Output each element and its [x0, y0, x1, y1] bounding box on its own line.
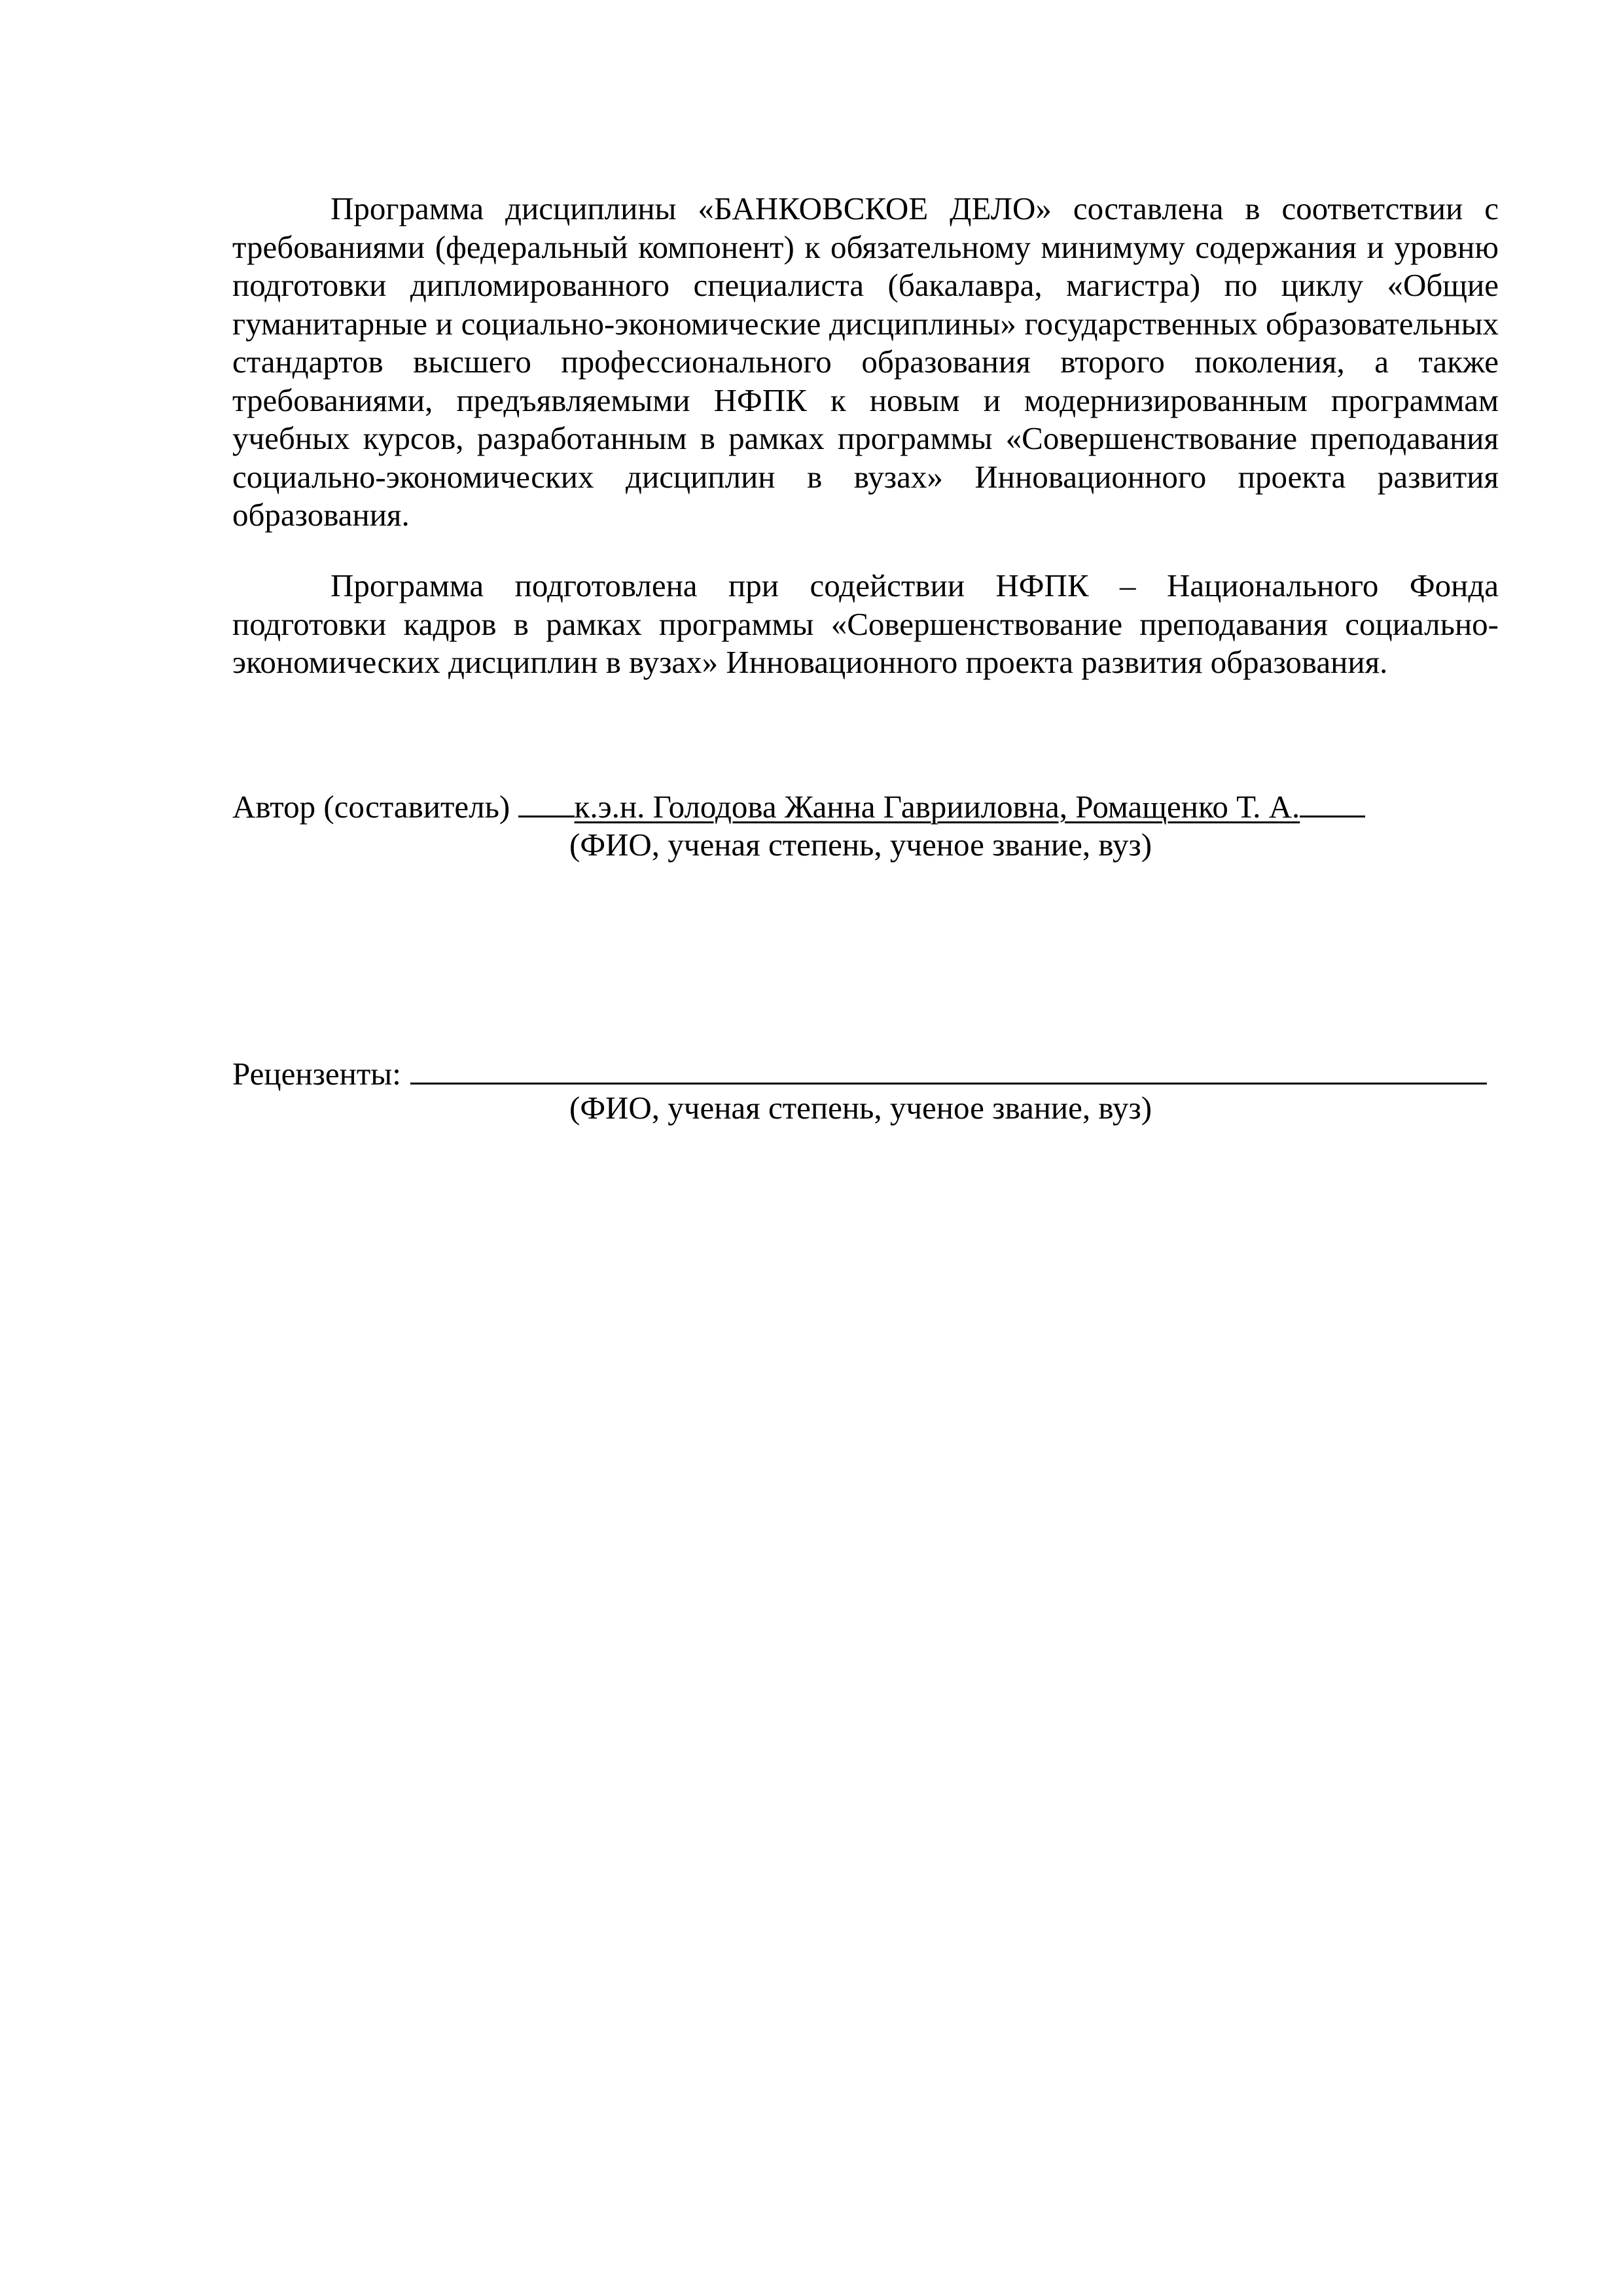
reviewers-label: Рецензенты:: [232, 1056, 401, 1092]
reviewers-field-caption: (ФИО, ученая степень, ученое звание, вуз): [569, 1090, 1152, 1126]
reviewers-signature-line: [232, 1054, 1487, 1094]
author-label: Автор (составитель): [232, 789, 518, 825]
underline-blank: [518, 787, 575, 817]
paragraph-text: Программа подготовлена при содействии НФПК – Национального Фонда подготовки кадров в рамках программы «Совершенствование преподавания социально-экономических дисциплин в вузах» Инновационного проекта развития образования.: [232, 567, 1499, 680]
reviewers-blank-line: [410, 1054, 1487, 1085]
paragraph-text: Программа дисциплины «БАНКОВСКОЕ ДЕЛО» составлена в соответствии с требованиями (федеральный компонент) к обязательному минимуму содержания и уровню подготовки дипломированного специалиста (бакалавра, магистра) по циклу «Общие гуманитарные и социально-экономические дисциплины» государственных образовательных стандартов высшего профессионального образования второго поколения, а также требованиями, предъявляемыми НФПК к новым и модернизированным программам учебных курсов, разработанным в рамках программы «Совершенствование преподавания социально-экономических дисциплин в вузах» Инновационного проекта развития образования.: [232, 190, 1499, 533]
paragraph-funding-note: [232, 567, 1499, 682]
author-field-caption: (ФИО, ученая степень, ученое звание, вуз): [569, 827, 1152, 863]
underline-blank: [1300, 787, 1365, 817]
paragraph-program-basis: [232, 190, 1499, 535]
author-name: к.э.н. Голодова Жанна Гаврииловна, Ромащенко Т. А.: [574, 789, 1300, 825]
author-signature-line: [232, 787, 1365, 827]
